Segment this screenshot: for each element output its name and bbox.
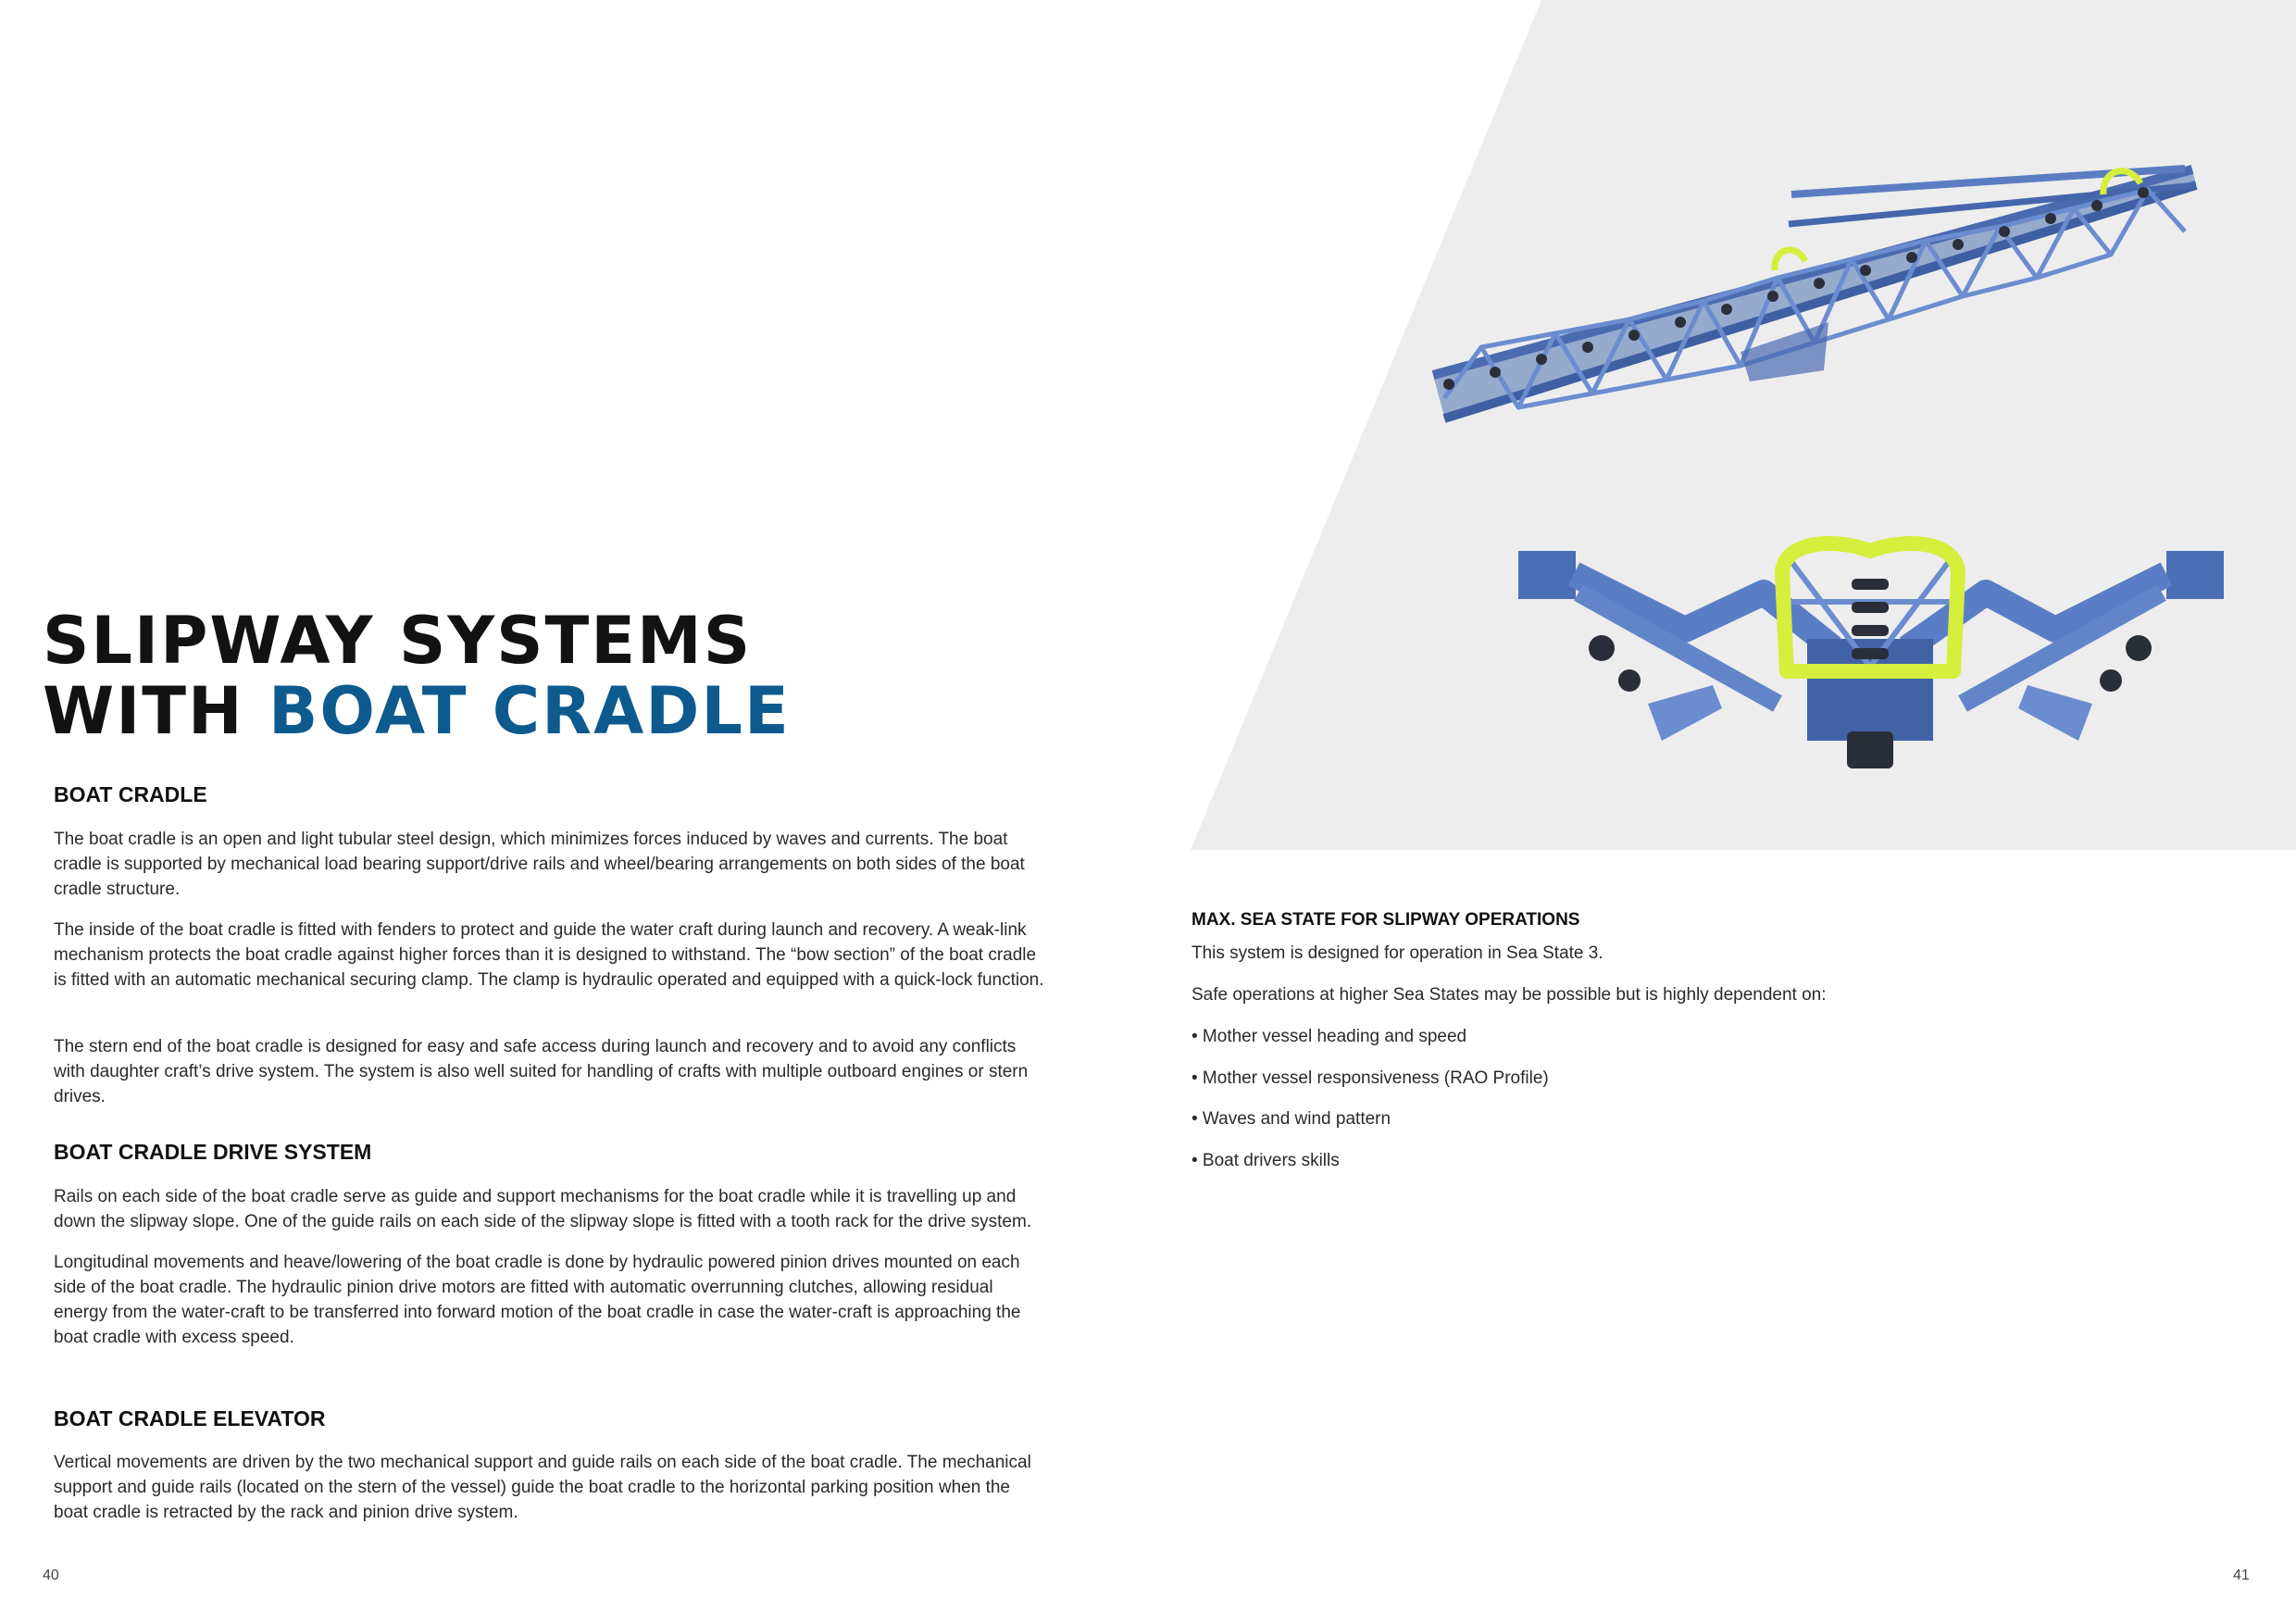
- title-line-1: SLIPWAY SYSTEMS: [43, 603, 753, 679]
- page-number-right: 41: [2233, 1568, 2250, 1583]
- boat-cradle-paragraph-2: The inside of the boat cradle is fitted with fenders to protect and guide the water craft during launch and recovery. A weak-link mechanism protects the boat cradle against higher forces than it is designed to withstand. The “bow section” of the boat cradle is fitted with an automatic mechanical securing clamp. The clamp is hydraulic operated and equipped with a quick-lock function.: [54, 920, 1044, 990]
- drive-system-paragraph-1: Rails on each side of the boat cradle serve as guide and support mechanisms for the boat cradle while it is travelling up and down the slipway slope. One of the guide rails on each side of the slipway slope is fitted with a tooth rack for the drive system.: [54, 1187, 1032, 1231]
- drive-system-paragraph-2: Longitudinal movements and heave/lowering of the boat cradle is done by hydraulic powered pinion drives mounted on each side of the boat cradle. The hydraulic pinion drive motors are fitted with automatic overrunning clutches, allowing residual energy from the water-craft to be transferred into forward motion of the boat cradle in case the water-craft is approaching the boat cradle with excess speed.: [54, 1253, 1021, 1347]
- title-line-2-prefix: WITH: [43, 673, 268, 749]
- sea-state-bullet-4: • Boat drivers skills: [1192, 1151, 1340, 1170]
- sea-state-lead: Safe operations at higher Sea States may be possible but is highly dependent on:: [1192, 985, 1827, 1005]
- sea-state-bullet-2: • Mother vessel responsiveness (RAO Profile): [1192, 1068, 1549, 1088]
- title-line-2-accent: BOAT CRADLE: [268, 673, 791, 749]
- section-heading-boat-cradle: BOAT CRADLE: [54, 782, 207, 806]
- elevator-paragraph-1: Vertical movements are driven by the two mechanical support and guide rails on each side of the boat cradle. The mechanical support and guide rails (located on the stern of the vessel) guide the boat cradle to the horizontal parking position when the boat cradle is retracted by the rack and pinion drive system.: [54, 1453, 1031, 1522]
- sea-state-bullet-3: • Waves and wind pattern: [1192, 1109, 1391, 1129]
- boat-cradle-paragraph-1: The boat cradle is an open and light tubular steel design, which minimizes forces induced by waves and currents. The boat cradle is supported by mechanical load bearing support/drive rails and wheel/bearing arrangements on both sides of the boat cradle structure.: [54, 830, 1025, 899]
- sea-state-bullet-1: • Mother vessel heading and speed: [1192, 1027, 1467, 1046]
- section-heading-elevator: BOAT CRADLE ELEVATOR: [54, 1406, 326, 1430]
- page-number-left: 40: [43, 1568, 59, 1583]
- sea-state-heading: MAX. SEA STATE FOR SLIPWAY OPERATIONS: [1192, 910, 1580, 930]
- grey-diagonal-panel: [1191, 0, 2296, 850]
- page-title: [43, 603, 791, 749]
- sea-state-intro: This system is designed for operation in Sea State 3.: [1192, 943, 1603, 963]
- boat-cradle-paragraph-3: The stern end of the boat cradle is designed for easy and safe access during launch and recovery and to avoid any conflicts with daughter craft’s drive system. The system is also well suited for handling of crafts with multiple outboard engines or stern drives.: [54, 1037, 1029, 1106]
- section-heading-drive-system: BOAT CRADLE DRIVE SYSTEM: [54, 1140, 372, 1164]
